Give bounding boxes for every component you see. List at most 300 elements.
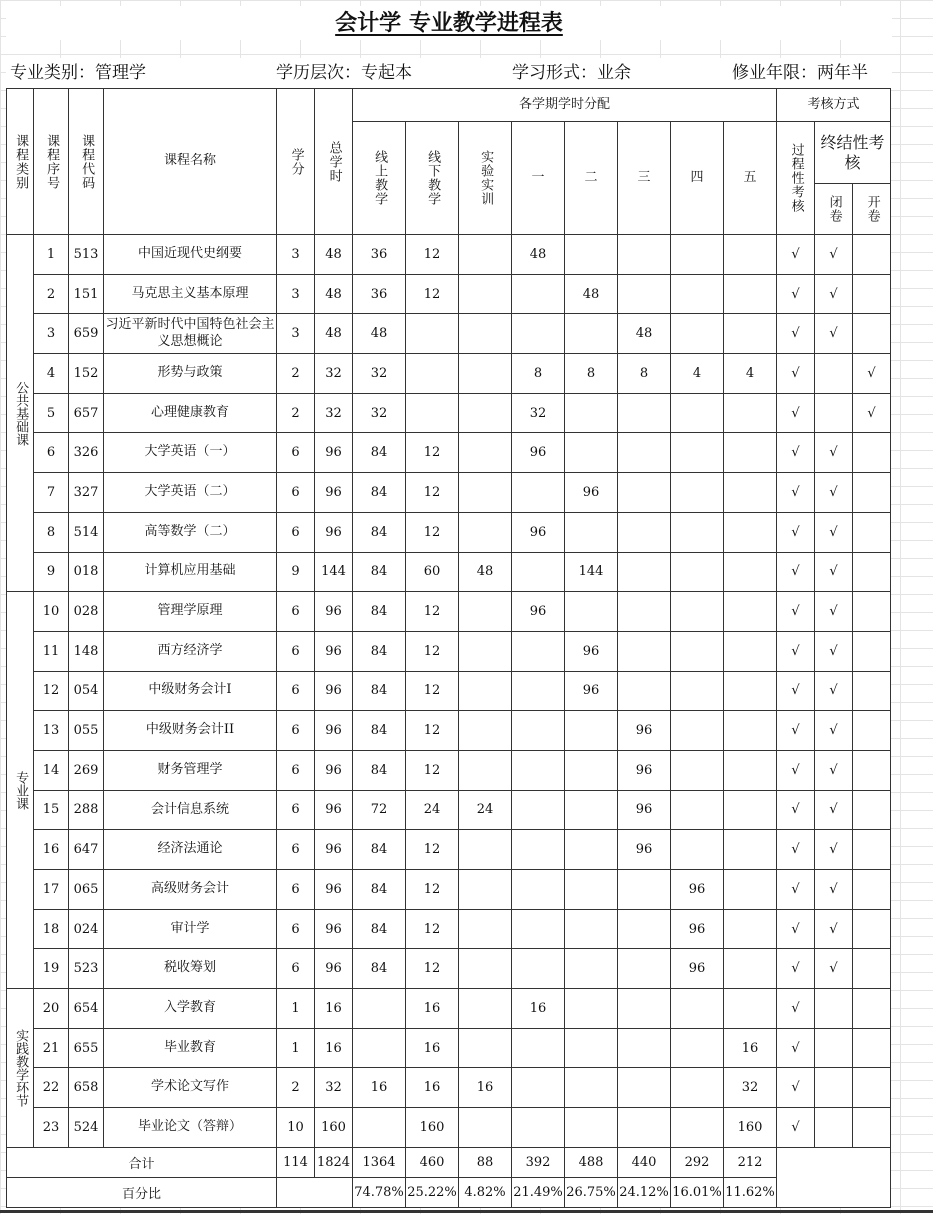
sem5-hours-cell (724, 750, 777, 790)
sem3-hours-cell (618, 870, 671, 910)
offline-hours-cell (406, 393, 459, 433)
sem2-hours-cell: 144 (565, 552, 618, 592)
sem4-hours-cell (671, 314, 724, 354)
course-code-cell: 524 (69, 1108, 104, 1148)
sem5-hours-cell: 4 (724, 354, 777, 394)
online-hours-cell: 32 (353, 354, 406, 394)
credits-cell: 2 (277, 393, 315, 433)
sem2-hours-cell (565, 314, 618, 354)
table-row (7, 473, 891, 513)
course-name-cell: 形势与政策 (104, 354, 277, 394)
sem5-hours-cell (724, 989, 777, 1029)
percent-value-cell: 26.75% (565, 1177, 618, 1207)
percent-label: 百分比 (7, 1177, 277, 1207)
sem3-hours-cell (618, 274, 671, 314)
course-code-cell: 523 (69, 949, 104, 989)
course-no-cell: 3 (34, 314, 69, 354)
sem4-hours-cell (671, 512, 724, 552)
offline-hours-cell: 12 (406, 870, 459, 910)
offline-hours-cell: 12 (406, 274, 459, 314)
course-code-cell: 055 (69, 711, 104, 751)
course-no-cell: 7 (34, 473, 69, 513)
closed-exam-cell: √ (815, 314, 853, 354)
total-hours-cell: 96 (315, 790, 353, 830)
total-hours-cell: 48 (315, 314, 353, 354)
sem2-hours-cell: 8 (565, 354, 618, 394)
sem3-hours-cell: 96 (618, 711, 671, 751)
offline-hours-cell (406, 354, 459, 394)
category-cell: 公共基础课 (7, 235, 34, 592)
header-sem4: 四 (671, 122, 724, 235)
sem4-hours-cell (671, 473, 724, 513)
lab-hours-cell (459, 631, 512, 671)
table-row (7, 989, 891, 1029)
sem4-hours-cell (671, 1028, 724, 1068)
sem5-hours-cell (724, 830, 777, 870)
percent-value-cell: 11.62% (724, 1177, 777, 1207)
sem5-hours-cell (724, 671, 777, 711)
process-assessment-cell: √ (777, 235, 815, 275)
header-credits: 学分 (277, 89, 315, 235)
offline-hours-cell: 16 (406, 989, 459, 1029)
sem3-hours-cell (618, 989, 671, 1029)
closed-exam-cell: √ (815, 552, 853, 592)
credits-cell: 3 (277, 314, 315, 354)
course-no-cell: 6 (34, 433, 69, 473)
header-course-code: 课程代码 (69, 89, 104, 235)
online-hours-cell: 84 (353, 830, 406, 870)
lab-hours-cell: 16 (459, 1068, 512, 1108)
sem5-hours-cell: 32 (724, 1068, 777, 1108)
header-process: 过程性考核 (777, 122, 815, 235)
course-code-cell: 327 (69, 473, 104, 513)
credits-cell: 6 (277, 870, 315, 910)
total-value-cell: 212 (724, 1147, 777, 1177)
closed-exam-cell: √ (815, 235, 853, 275)
total-value-cell: 292 (671, 1147, 724, 1177)
sem1-hours-cell: 96 (512, 592, 565, 632)
course-name-cell: 大学英语（一） (104, 433, 277, 473)
lab-hours-cell (459, 949, 512, 989)
sem4-hours-cell (671, 393, 724, 433)
sem5-hours-cell (724, 870, 777, 910)
total-value-cell: 392 (512, 1147, 565, 1177)
process-assessment-cell: √ (777, 512, 815, 552)
sem4-hours-cell (671, 790, 724, 830)
sem3-hours-cell (618, 671, 671, 711)
course-name-cell: 审计学 (104, 909, 277, 949)
process-assessment-cell: √ (777, 949, 815, 989)
table-row (7, 949, 891, 989)
total-value-cell: 488 (565, 1147, 618, 1177)
credits-cell: 10 (277, 1108, 315, 1148)
total-hours-cell: 144 (315, 552, 353, 592)
credits-cell: 6 (277, 949, 315, 989)
sem2-hours-cell (565, 830, 618, 870)
total-value-cell: 88 (459, 1147, 512, 1177)
credits-cell: 6 (277, 711, 315, 751)
sem5-hours-cell (724, 512, 777, 552)
sem4-hours-cell (671, 1108, 724, 1148)
sem2-hours-cell (565, 235, 618, 275)
table-row (7, 631, 891, 671)
credits-cell: 6 (277, 592, 315, 632)
closed-exam-cell (815, 1108, 853, 1148)
closed-exam-cell: √ (815, 909, 853, 949)
offline-hours-cell: 24 (406, 790, 459, 830)
course-no-cell: 12 (34, 671, 69, 711)
closed-exam-cell: √ (815, 949, 853, 989)
closed-exam-cell: √ (815, 711, 853, 751)
online-hours-cell (353, 1028, 406, 1068)
process-assessment-cell: √ (777, 1108, 815, 1148)
online-hours-cell: 84 (353, 631, 406, 671)
course-code-cell: 513 (69, 235, 104, 275)
lab-hours-cell (459, 433, 512, 473)
document-title (6, 6, 892, 40)
process-assessment-cell: √ (777, 909, 815, 949)
lab-hours-cell (459, 830, 512, 870)
sem5-hours-cell (724, 235, 777, 275)
sem2-hours-cell: 96 (565, 671, 618, 711)
sem1-hours-cell (512, 750, 565, 790)
open-exam-cell (853, 552, 891, 592)
course-name-cell: 管理学原理 (104, 592, 277, 632)
sem1-hours-cell (512, 870, 565, 910)
online-hours-cell: 84 (353, 512, 406, 552)
header-total-hours: 总学时 (315, 89, 353, 235)
total-hours-cell: 48 (315, 235, 353, 275)
lab-hours-cell (459, 989, 512, 1029)
percent-empty-cell (277, 1177, 353, 1207)
total-hours-cell: 96 (315, 949, 353, 989)
lab-hours-cell (459, 1108, 512, 1148)
course-no-cell: 9 (34, 552, 69, 592)
total-hours-cell: 96 (315, 750, 353, 790)
credits-cell: 6 (277, 512, 315, 552)
table-row (7, 909, 891, 949)
process-assessment-cell: √ (777, 790, 815, 830)
header-course-type: 课程类别 (7, 89, 34, 235)
header-open: 开卷 (853, 184, 891, 235)
header-assessment: 考核方式 (777, 89, 891, 122)
sem3-hours-cell (618, 235, 671, 275)
lab-hours-cell (459, 750, 512, 790)
course-code-cell: 288 (69, 790, 104, 830)
lab-hours-cell (459, 1028, 512, 1068)
online-hours-cell: 36 (353, 235, 406, 275)
closed-exam-cell: √ (815, 750, 853, 790)
online-hours-cell: 84 (353, 433, 406, 473)
process-assessment-cell: √ (777, 473, 815, 513)
total-value-cell: 1364 (353, 1147, 406, 1177)
offline-hours-cell: 12 (406, 433, 459, 473)
lab-hours-cell (459, 870, 512, 910)
process-assessment-cell: √ (777, 989, 815, 1029)
sem2-hours-cell (565, 949, 618, 989)
course-name-cell: 会计信息系统 (104, 790, 277, 830)
course-no-cell: 15 (34, 790, 69, 830)
sem1-hours-cell (512, 711, 565, 751)
credits-cell: 6 (277, 473, 315, 513)
header-sem1: 一 (512, 122, 565, 235)
course-no-cell: 20 (34, 989, 69, 1029)
open-exam-cell (853, 909, 891, 949)
sem4-hours-cell (671, 631, 724, 671)
course-no-cell: 10 (34, 592, 69, 632)
total-hours-cell: 16 (315, 1028, 353, 1068)
credits-cell: 6 (277, 671, 315, 711)
offline-hours-cell: 16 (406, 1068, 459, 1108)
credits-cell: 6 (277, 631, 315, 671)
course-name-cell: 经济法通论 (104, 830, 277, 870)
course-no-cell: 16 (34, 830, 69, 870)
sem1-hours-cell (512, 552, 565, 592)
course-no-cell: 19 (34, 949, 69, 989)
percent-value-cell: 21.49% (512, 1177, 565, 1207)
header-sem5: 五 (724, 122, 777, 235)
online-hours-cell: 48 (353, 314, 406, 354)
course-name-cell: 大学英语（二） (104, 473, 277, 513)
course-name-cell: 中级财务会计I (104, 671, 277, 711)
header-online: 线上教学 (353, 122, 406, 235)
table-row (7, 512, 891, 552)
total-hours-cell: 96 (315, 671, 353, 711)
table-row (7, 711, 891, 751)
total-hours-cell: 48 (315, 274, 353, 314)
offline-hours-cell: 12 (406, 830, 459, 870)
sem5-hours-cell (724, 592, 777, 632)
total-hours-cell: 96 (315, 631, 353, 671)
course-name-cell: 财务管理学 (104, 750, 277, 790)
sem4-hours-cell (671, 989, 724, 1029)
open-exam-cell (853, 592, 891, 632)
sem1-hours-cell (512, 631, 565, 671)
closed-exam-cell (815, 1068, 853, 1108)
course-code-cell: 151 (69, 274, 104, 314)
course-code-cell: 024 (69, 909, 104, 949)
course-name-cell: 毕业教育 (104, 1028, 277, 1068)
sem5-hours-cell (724, 711, 777, 751)
total-label: 合计 (7, 1147, 277, 1177)
table-row (7, 671, 891, 711)
sem3-hours-cell (618, 393, 671, 433)
sem1-hours-cell (512, 1028, 565, 1068)
offline-hours-cell: 12 (406, 711, 459, 751)
credits-cell: 1 (277, 1028, 315, 1068)
course-no-cell: 23 (34, 1108, 69, 1148)
sem4-hours-cell: 4 (671, 354, 724, 394)
online-hours-cell: 72 (353, 790, 406, 830)
closed-exam-cell (815, 393, 853, 433)
sem4-hours-cell: 96 (671, 870, 724, 910)
sem2-hours-cell (565, 393, 618, 433)
header-course-no: 课程序号 (34, 89, 69, 235)
header-sem3: 三 (618, 122, 671, 235)
online-hours-cell: 84 (353, 671, 406, 711)
course-name-cell: 西方经济学 (104, 631, 277, 671)
course-code-cell: 269 (69, 750, 104, 790)
table-row (7, 592, 891, 632)
table-row (7, 354, 891, 394)
open-exam-cell (853, 1028, 891, 1068)
teaching-plan-table (6, 88, 891, 1208)
sem1-hours-cell (512, 274, 565, 314)
closed-exam-cell: √ (815, 433, 853, 473)
open-exam-cell: √ (853, 354, 891, 394)
open-exam-cell (853, 433, 891, 473)
course-code-cell: 655 (69, 1028, 104, 1068)
sem4-hours-cell (671, 1068, 724, 1108)
sem4-hours-cell (671, 592, 724, 632)
offline-hours-cell: 12 (406, 473, 459, 513)
credits-cell: 2 (277, 1068, 315, 1108)
lab-hours-cell: 48 (459, 552, 512, 592)
course-no-cell: 21 (34, 1028, 69, 1068)
sem1-hours-cell (512, 830, 565, 870)
open-exam-cell (853, 274, 891, 314)
table-row (7, 1028, 891, 1068)
total-hours-cell: 96 (315, 592, 353, 632)
closed-exam-cell: √ (815, 671, 853, 711)
course-name-cell: 中国近现代史纲要 (104, 235, 277, 275)
course-no-cell: 18 (34, 909, 69, 949)
lab-hours-cell: 24 (459, 790, 512, 830)
sem3-hours-cell: 96 (618, 750, 671, 790)
course-name-cell: 心理健康教育 (104, 393, 277, 433)
sem2-hours-cell (565, 433, 618, 473)
title-text: 会计学 专业教学进程表 (335, 10, 563, 36)
total-hours-cell: 96 (315, 473, 353, 513)
course-code-cell: 028 (69, 592, 104, 632)
total-hours-cell: 96 (315, 830, 353, 870)
percent-value-cell: 24.12% (618, 1177, 671, 1207)
open-exam-cell: √ (853, 393, 891, 433)
lab-hours-cell (459, 393, 512, 433)
lab-hours-cell (459, 671, 512, 711)
header-semester-group: 各学期学时分配 (353, 89, 777, 122)
sem4-hours-cell (671, 433, 724, 473)
open-exam-cell (853, 631, 891, 671)
online-hours-cell (353, 989, 406, 1029)
total-hours-cell: 32 (315, 1068, 353, 1108)
sem5-hours-cell: 16 (724, 1028, 777, 1068)
online-hours-cell (353, 1108, 406, 1148)
lab-hours-cell (459, 512, 512, 552)
open-exam-cell (853, 790, 891, 830)
percent-value-cell: 4.82% (459, 1177, 512, 1207)
process-assessment-cell: √ (777, 1068, 815, 1108)
total-value-cell: 460 (406, 1147, 459, 1177)
sem1-hours-cell: 16 (512, 989, 565, 1029)
course-code-cell: 148 (69, 631, 104, 671)
course-no-cell: 22 (34, 1068, 69, 1108)
sem2-hours-cell (565, 989, 618, 1029)
sem2-hours-cell (565, 870, 618, 910)
course-name-cell: 中级财务会计II (104, 711, 277, 751)
credits-cell: 6 (277, 750, 315, 790)
sem4-hours-cell (671, 671, 724, 711)
course-no-cell: 13 (34, 711, 69, 751)
offline-hours-cell: 12 (406, 235, 459, 275)
header-offline: 线下教学 (406, 122, 459, 235)
sem1-hours-cell (512, 314, 565, 354)
open-exam-cell (853, 989, 891, 1029)
sem1-hours-cell (512, 671, 565, 711)
sem3-hours-cell: 96 (618, 790, 671, 830)
sem2-hours-cell: 48 (565, 274, 618, 314)
open-exam-cell (853, 1108, 891, 1148)
open-exam-cell (853, 235, 891, 275)
course-no-cell: 1 (34, 235, 69, 275)
sem2-hours-cell (565, 1108, 618, 1148)
lab-hours-cell (459, 711, 512, 751)
online-hours-cell: 36 (353, 274, 406, 314)
offline-hours-cell: 12 (406, 909, 459, 949)
course-code-cell: 065 (69, 870, 104, 910)
process-assessment-cell: √ (777, 711, 815, 751)
total-hours-cell: 16 (315, 989, 353, 1029)
sem3-hours-cell (618, 909, 671, 949)
sem3-hours-cell (618, 1068, 671, 1108)
offline-hours-cell: 60 (406, 552, 459, 592)
open-exam-cell (853, 870, 891, 910)
process-assessment-cell: √ (777, 870, 815, 910)
process-assessment-cell: √ (777, 631, 815, 671)
table-row (7, 393, 891, 433)
course-code-cell: 647 (69, 830, 104, 870)
online-hours-cell: 16 (353, 1068, 406, 1108)
sem5-hours-cell (724, 274, 777, 314)
open-exam-cell (853, 671, 891, 711)
offline-hours-cell: 12 (406, 949, 459, 989)
table-row (7, 433, 891, 473)
table-row (7, 790, 891, 830)
online-hours-cell: 84 (353, 711, 406, 751)
sem3-hours-cell (618, 512, 671, 552)
total-hours-cell: 32 (315, 393, 353, 433)
table-row (7, 750, 891, 790)
sem1-hours-cell (512, 790, 565, 830)
total-hours-cell: 96 (315, 909, 353, 949)
sem1-hours-cell: 48 (512, 235, 565, 275)
process-assessment-cell: √ (777, 671, 815, 711)
open-exam-cell (853, 473, 891, 513)
sem3-hours-cell (618, 631, 671, 671)
course-name-cell: 高级财务会计 (104, 870, 277, 910)
table-row (7, 552, 891, 592)
sem5-hours-cell (724, 314, 777, 354)
sem2-hours-cell: 96 (565, 473, 618, 513)
closed-exam-cell: √ (815, 870, 853, 910)
percent-value-cell: 74.78% (353, 1177, 406, 1207)
sem5-hours-cell (724, 433, 777, 473)
sem4-hours-cell (671, 750, 724, 790)
sem1-hours-cell (512, 1068, 565, 1108)
closed-exam-cell: √ (815, 790, 853, 830)
course-name-cell: 学术论文写作 (104, 1068, 277, 1108)
closed-exam-cell (815, 1028, 853, 1068)
sem2-hours-cell (565, 512, 618, 552)
open-exam-cell (853, 949, 891, 989)
course-code-cell: 654 (69, 989, 104, 1029)
table-row (7, 314, 891, 354)
open-exam-cell (853, 711, 891, 751)
course-code-cell: 657 (69, 393, 104, 433)
offline-hours-cell: 12 (406, 671, 459, 711)
course-no-cell: 8 (34, 512, 69, 552)
course-name-cell: 马克思主义基本原理 (104, 274, 277, 314)
